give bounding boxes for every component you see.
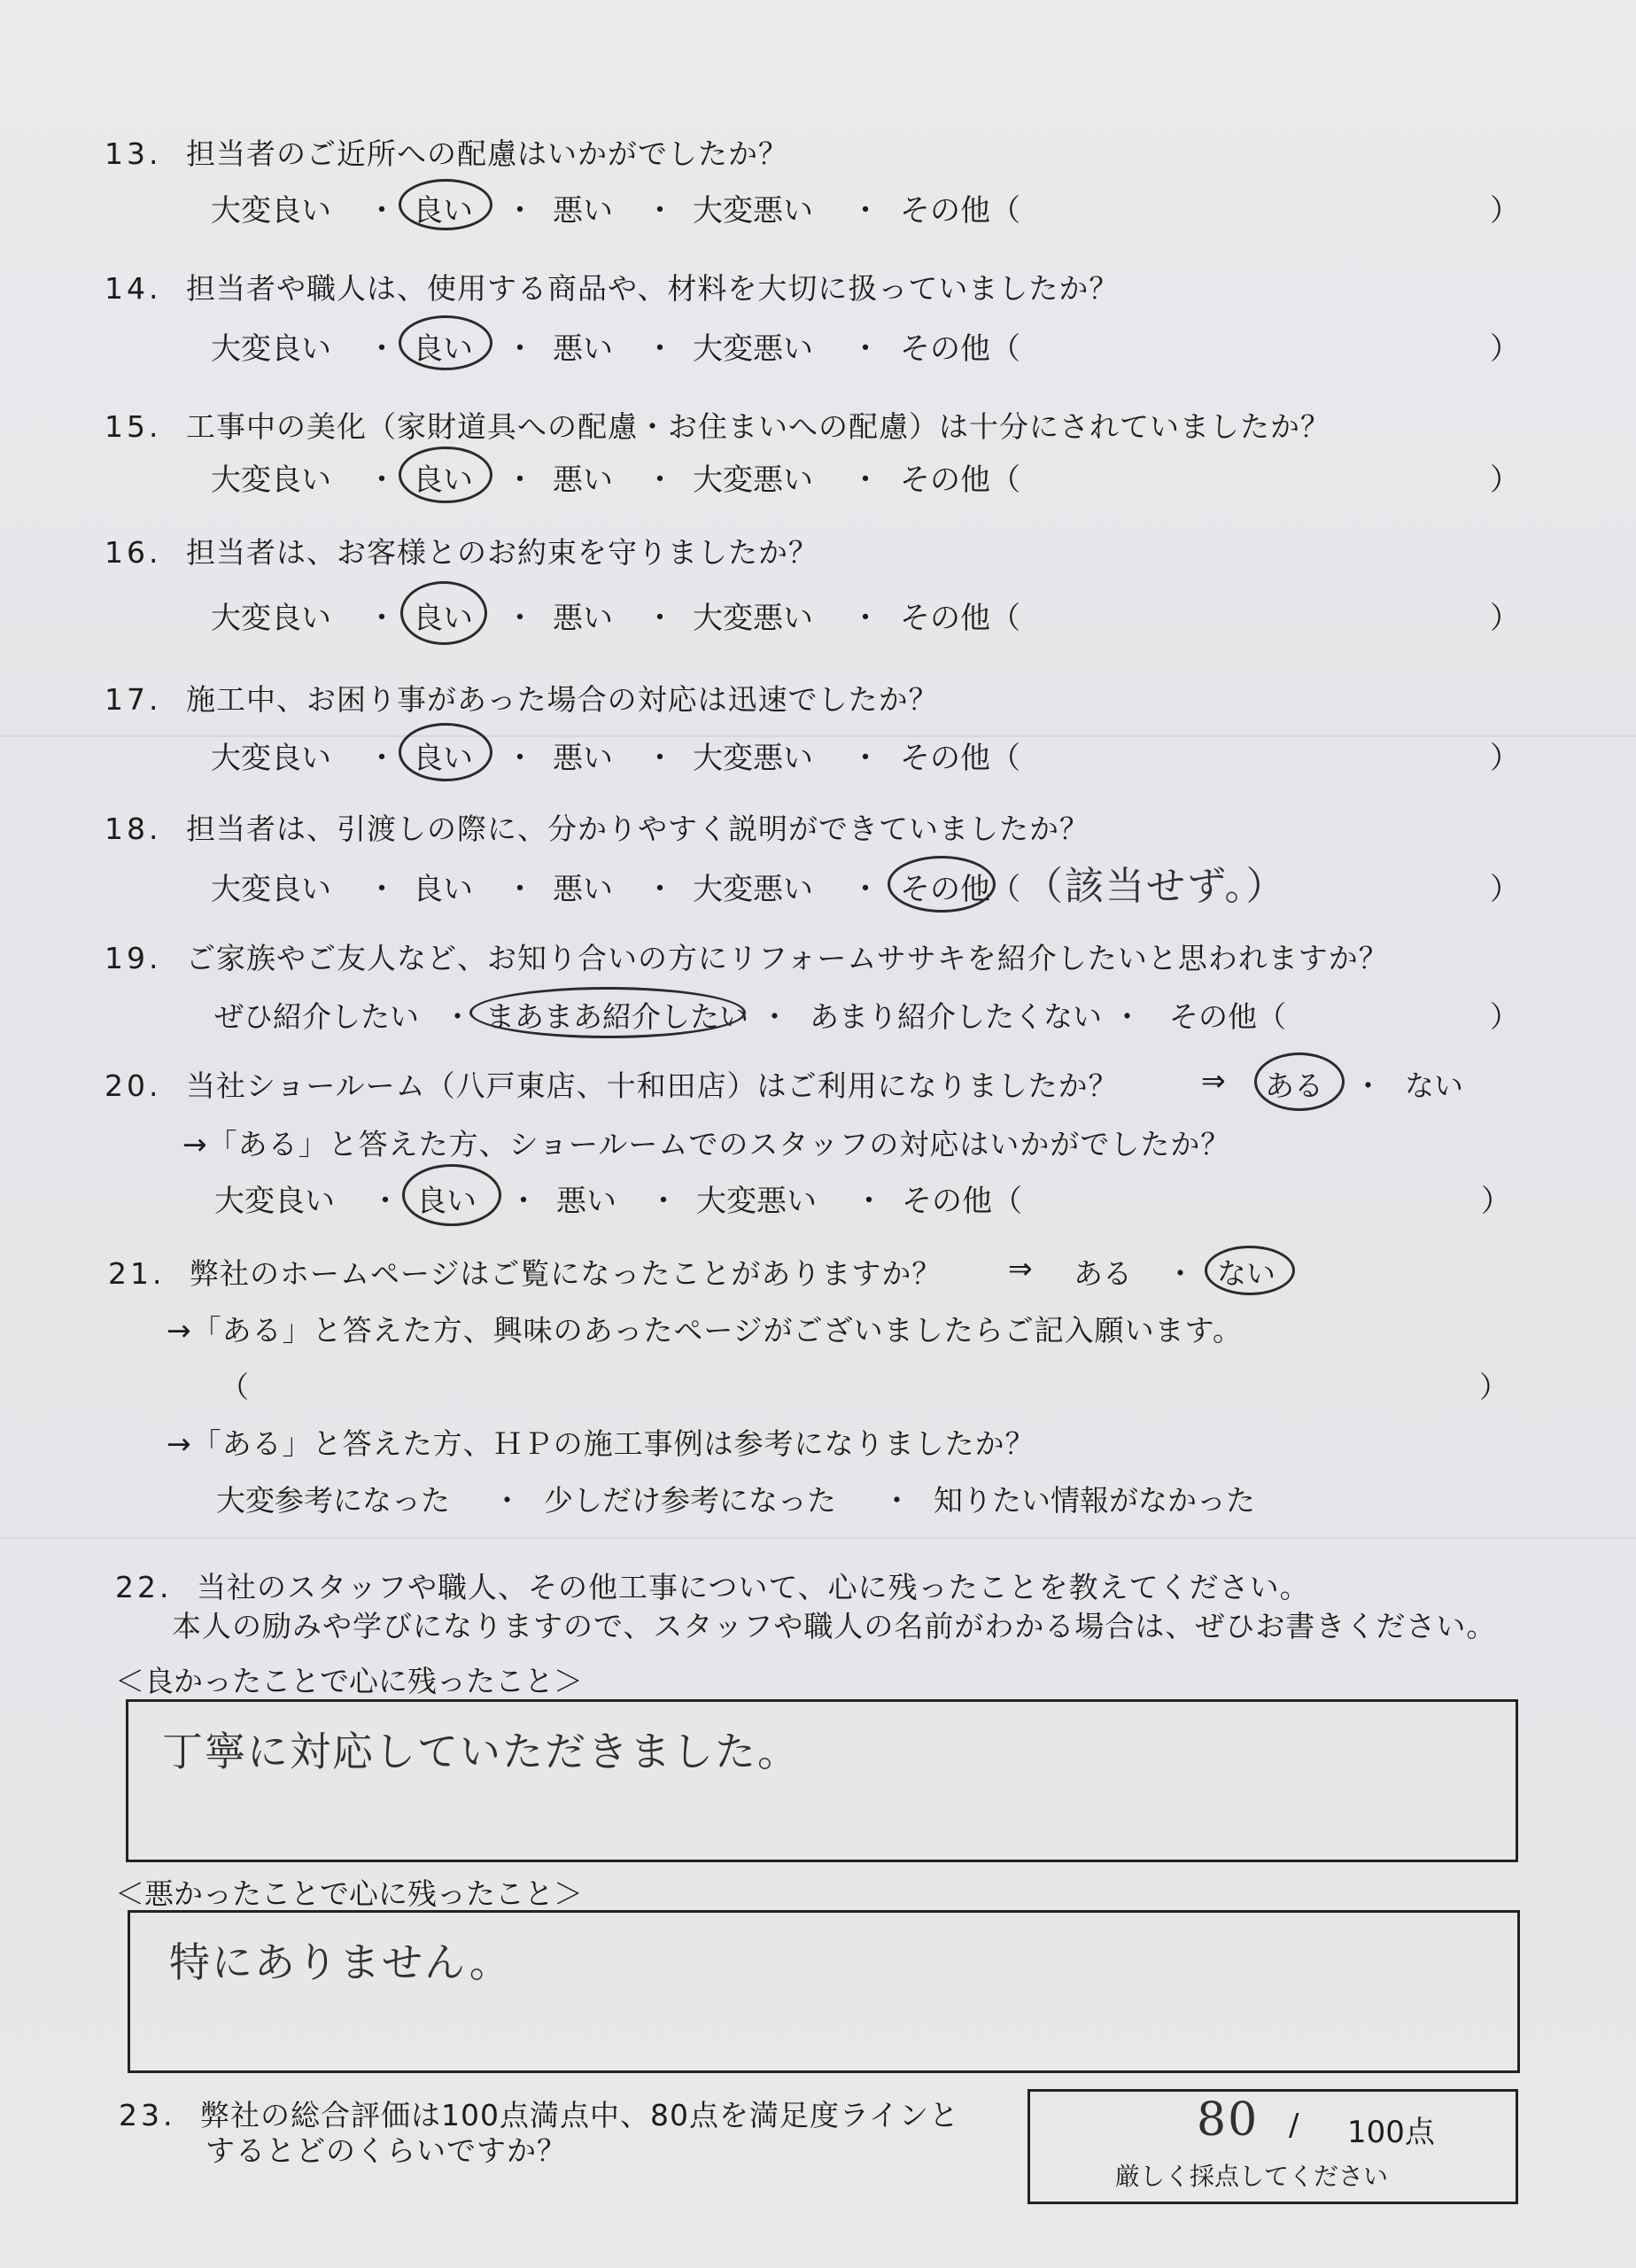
score-max: 100点 <box>1347 2115 1435 2150</box>
option-very-helpful[interactable]: 大変参考になった <box>216 1483 450 1518</box>
separator-dot: ・ <box>645 462 675 498</box>
option-very-bad[interactable]: 大変悪い <box>693 872 813 907</box>
option-other[interactable]: その他（ <box>900 741 1020 776</box>
question-number: 18. <box>105 812 162 846</box>
close-paren: ） <box>1490 462 1520 498</box>
question-18 <box>105 806 1089 848</box>
paper-fold <box>0 1537 1636 1539</box>
separator-dot: ・ <box>854 1184 884 1219</box>
question-number: 17. <box>105 682 162 717</box>
question-14 <box>105 266 1119 307</box>
question-13 <box>105 131 788 173</box>
bad-answer-text: 特にありません。 <box>169 1938 512 1986</box>
close-paren: ） <box>1490 741 1520 776</box>
arrow-icon: ⇒ <box>1201 1063 1226 1098</box>
separator-dot: ・ <box>850 601 880 636</box>
open-paren: （ <box>220 1370 250 1404</box>
question-text: 担当者は、お客様とのお約束を守りましたか？ <box>186 535 818 570</box>
separator-dot: ・ <box>505 872 535 907</box>
question-number: 13. <box>105 136 162 171</box>
separator-dot: ・ <box>443 999 472 1034</box>
option-not-really-refer[interactable]: あまり紹介したくない <box>810 999 1102 1034</box>
question-text: 施工中、お困り事があった場合の対応は迅速でしたか？ <box>186 682 939 717</box>
separator-dot: ・ <box>505 331 535 367</box>
option-no[interactable]: ない <box>1217 1256 1275 1291</box>
question-text: 当社ショールーム（八戸東店、十和田店）はご利用になりましたか？ <box>186 1068 1119 1103</box>
question-text: 担当者のご近所への配慮はいかがでしたか？ <box>186 136 788 171</box>
q21-followup-2: →「ある」と答えた方、ＨＰの施工事例は参考になりましたか？ <box>167 1426 1035 1461</box>
option-bad[interactable]: 悪い <box>553 193 613 229</box>
separator-dot: ・ <box>367 462 397 498</box>
separator-dot: ・ <box>505 462 535 498</box>
separator-dot: ・ <box>645 601 675 636</box>
question-20 <box>105 1063 1119 1105</box>
option-very-good[interactable]: 大変良い <box>211 331 331 367</box>
separator-dot: ・ <box>370 1184 400 1219</box>
separator-dot: ・ <box>505 741 535 776</box>
close-paren: ） <box>1490 601 1520 636</box>
question-17 <box>105 677 939 718</box>
bad-section-label: ＜悪かったことで心に残ったこと＞ <box>115 1876 583 1911</box>
option-good[interactable]: 良い <box>413 872 473 907</box>
separator-dot: ・ <box>645 331 675 367</box>
separator-dot: ・ <box>850 331 880 367</box>
separator-dot: ・ <box>492 1483 522 1518</box>
good-section-label: ＜良かったことで心に残ったこと＞ <box>115 1664 583 1698</box>
option-bad[interactable]: 悪い <box>553 601 613 636</box>
option-bad[interactable]: 悪い <box>553 872 613 907</box>
score-note: 厳しく採点してください <box>1115 2162 1389 2191</box>
separator-dot: ・ <box>850 462 880 498</box>
option-very-bad[interactable]: 大変悪い <box>693 331 813 367</box>
option-other[interactable]: その他（ <box>900 193 1020 229</box>
separator-dot: ・ <box>367 872 397 907</box>
option-very-good[interactable]: 大変良い <box>211 601 331 636</box>
close-paren: ） <box>1481 1184 1511 1219</box>
option-very-bad[interactable]: 大変悪い <box>693 741 813 776</box>
question-number: 16. <box>105 535 162 570</box>
close-paren: ） <box>1490 999 1519 1034</box>
close-paren: ） <box>1490 193 1520 229</box>
separator-dot: ・ <box>367 193 397 229</box>
separator-dot: ・ <box>1113 999 1142 1034</box>
close-paren: ） <box>1479 1370 1509 1404</box>
separator-dot: ・ <box>367 601 397 636</box>
arrow-icon: ⇒ <box>1008 1251 1033 1285</box>
question-number: 22. <box>115 1570 173 1604</box>
question-number: 20. <box>105 1068 162 1103</box>
question-16 <box>105 530 818 571</box>
separator-dot: ・ <box>645 872 675 907</box>
separator-dot: ・ <box>882 1483 911 1518</box>
question-23-line2: するとどのくらいですか？ <box>205 2133 567 2168</box>
score-slash: / <box>1289 2108 1299 2143</box>
separator-dot: ・ <box>367 331 397 367</box>
question-text: 担当者や職人は、使用する商品や、材料を大切に扱っていましたか？ <box>186 271 1120 306</box>
option-other[interactable]: その他（ <box>900 872 1020 907</box>
score-box[interactable] <box>1027 2089 1518 2204</box>
option-very-good[interactable]: 大変良い <box>211 462 331 498</box>
option-very-good[interactable]: 大変良い <box>214 1184 335 1219</box>
option-good[interactable]: 良い <box>413 331 473 367</box>
option-good[interactable]: 良い <box>413 462 473 498</box>
q21-followup-1: →「ある」と答えた方、興味のあったページがございましたらご記入願います。 <box>167 1313 1244 1348</box>
option-very-good[interactable]: 大変良い <box>211 872 331 907</box>
question-text: 弊社のホームページはご覧になったことがありますか？ <box>190 1256 942 1291</box>
separator-dot: ・ <box>1353 1068 1383 1103</box>
question-text: 担当者は、引渡しの際に、分かりやすく説明ができていましたか？ <box>186 812 1089 846</box>
question-text: 当社のスタッフや職人、その他工事について、心に残ったことを教えてください。 <box>197 1570 1310 1604</box>
good-answer-box[interactable] <box>126 1699 1518 1862</box>
question-text: 弊社の総合評価は100点満点中、80点を満足度ラインと <box>200 2098 959 2132</box>
question-number: 19. <box>105 941 162 975</box>
separator-dot: ・ <box>505 601 535 636</box>
question-text: 工事中の美化（家財道具への配慮・お住まいへの配慮）は十分にされていましたか？ <box>186 409 1330 444</box>
option-slightly-helpful[interactable]: 少しだけ参考になった <box>544 1483 836 1518</box>
good-answer-text: 丁寧に対応していただきました。 <box>162 1728 800 1775</box>
option-very-bad[interactable]: 大変悪い <box>693 193 813 229</box>
option-other[interactable]: その他（ <box>900 462 1020 498</box>
option-bad[interactable]: 悪い <box>553 741 613 776</box>
bad-answer-box[interactable] <box>128 1910 1520 2073</box>
option-very-bad[interactable]: 大変悪い <box>696 1184 817 1219</box>
question-number: 21. <box>108 1256 166 1291</box>
question-number: 15. <box>105 409 162 444</box>
separator-dot: ・ <box>508 1184 539 1219</box>
option-other[interactable]: その他（ <box>900 331 1020 367</box>
separator-dot: ・ <box>1166 1256 1195 1291</box>
separator-dot: ・ <box>648 1184 678 1219</box>
separator-dot: ・ <box>505 193 535 229</box>
option-yes[interactable]: ある <box>1074 1256 1132 1291</box>
option-very-good[interactable]: 大変良い <box>211 193 331 229</box>
q20-followup: →「ある」と答えた方、ショールームでのスタッフの対応はいかがでしたか？ <box>182 1127 1231 1161</box>
option-no[interactable]: ない <box>1405 1068 1463 1103</box>
separator-dot: ・ <box>645 193 675 229</box>
option-very-good[interactable]: 大変良い <box>211 741 331 776</box>
separator-dot: ・ <box>367 741 397 776</box>
separator-dot: ・ <box>850 741 880 776</box>
separator-dot: ・ <box>850 872 880 907</box>
question-22-note: 本人の励みや学びになりますので、スタッフや職人の名前がわかる場合は、ぜひお書きください。 <box>172 1609 1497 1643</box>
handwritten-other-answer: （該当せず。） <box>1024 864 1287 909</box>
option-bad[interactable]: 悪い <box>553 331 613 367</box>
question-19 <box>105 936 1389 977</box>
option-not-helpful[interactable]: 知りたい情報がなかった <box>934 1483 1255 1518</box>
option-other[interactable]: その他（ <box>900 601 1020 636</box>
separator-dot: ・ <box>760 999 789 1034</box>
option-bad[interactable]: 悪い <box>556 1184 616 1219</box>
question-number: 14. <box>105 271 162 306</box>
score-value: 80 <box>1197 2093 1260 2147</box>
option-good[interactable]: 良い <box>416 1184 477 1219</box>
option-good[interactable]: 良い <box>413 193 473 229</box>
option-other[interactable]: その他（ <box>902 1184 1022 1219</box>
option-very-bad[interactable]: 大変悪い <box>693 462 813 498</box>
option-good[interactable]: 良い <box>413 601 473 636</box>
option-definitely-refer[interactable]: ぜひ紹介したい <box>214 999 419 1034</box>
question-21 <box>108 1251 942 1293</box>
question-number: 23. <box>119 2098 176 2132</box>
option-yes[interactable]: ある <box>1265 1068 1323 1103</box>
option-other[interactable]: その他（ <box>1169 999 1286 1034</box>
close-paren: ） <box>1490 872 1520 907</box>
option-bad[interactable]: 悪い <box>553 462 613 498</box>
question-15 <box>105 404 1330 446</box>
option-good[interactable]: 良い <box>413 741 473 776</box>
question-22 <box>115 1565 1310 1606</box>
option-somewhat-refer[interactable]: まあまあ紹介したい <box>485 999 748 1034</box>
question-text: ご家族やご友人など、お知り合いの方にリフォームササキを紹介したいと思われますか？ <box>186 941 1389 975</box>
close-paren: ） <box>1490 331 1520 367</box>
option-very-bad[interactable]: 大変悪い <box>693 601 813 636</box>
separator-dot: ・ <box>850 193 880 229</box>
separator-dot: ・ <box>645 741 675 776</box>
